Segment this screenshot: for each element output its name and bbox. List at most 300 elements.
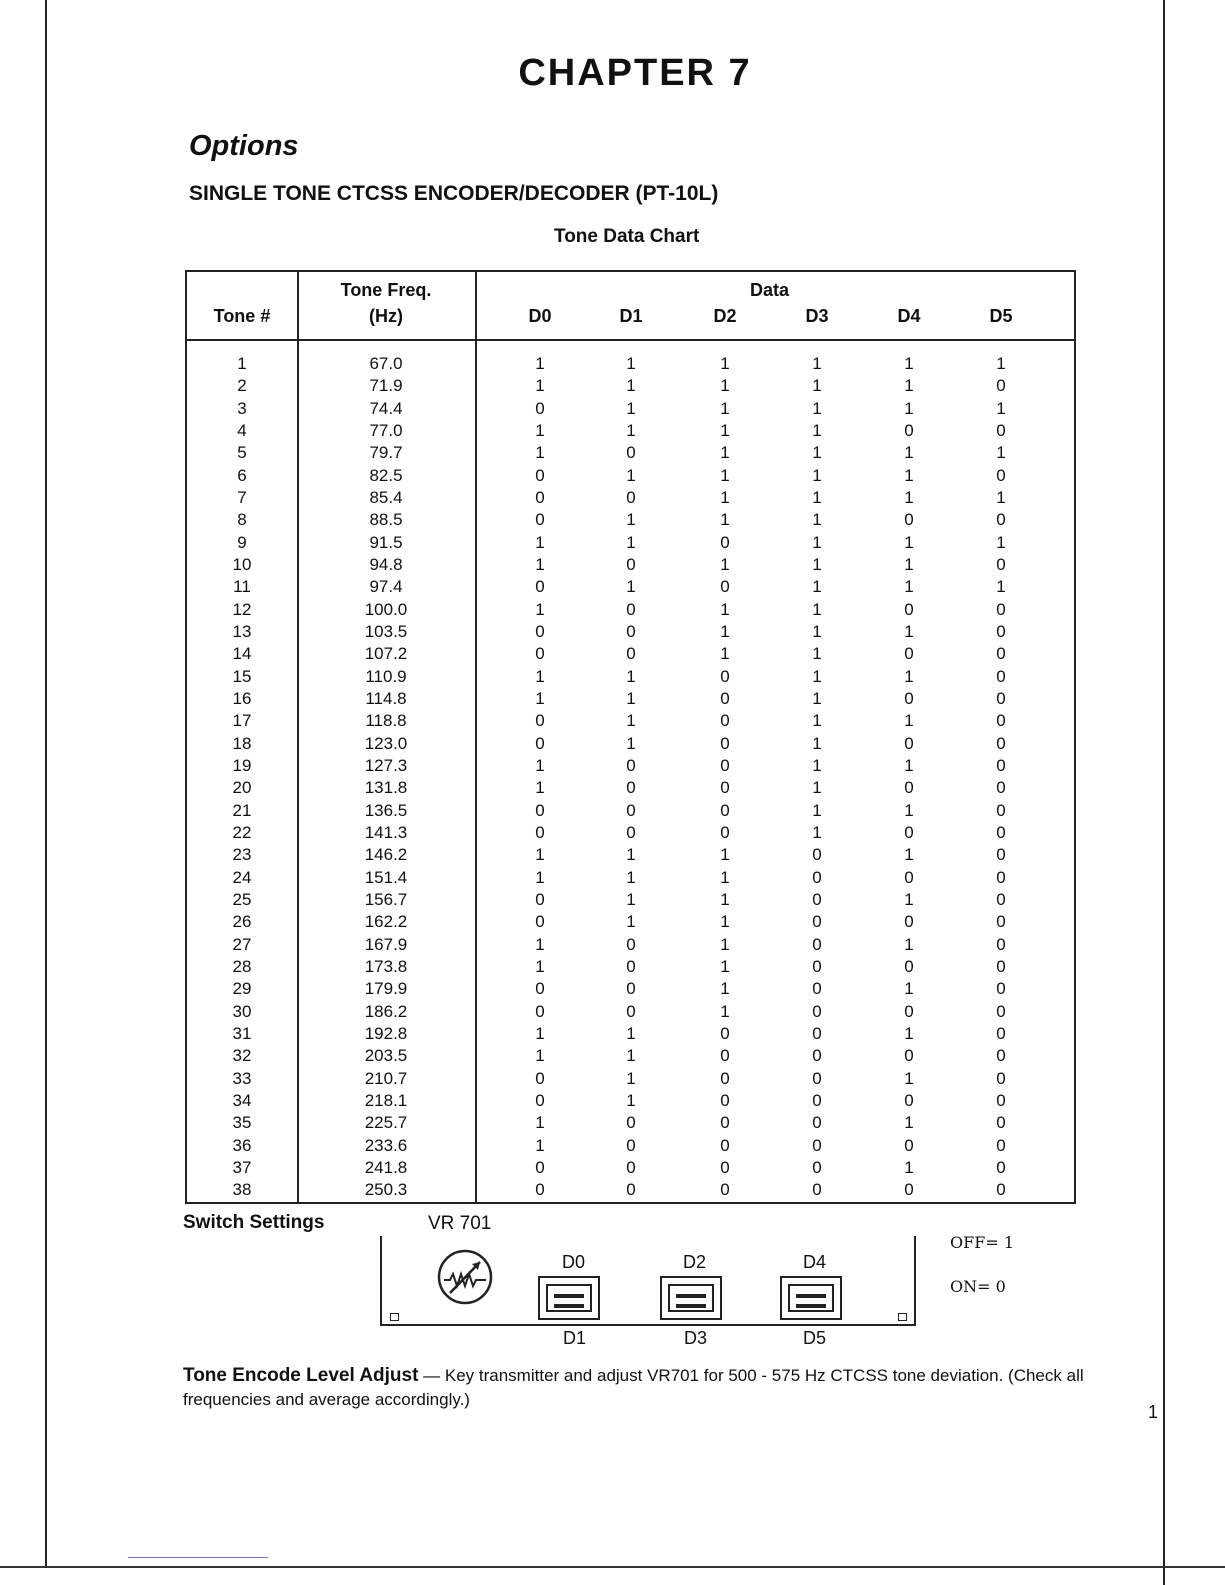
data-bit-cell: 0 [626,956,636,976]
data-bit-cell: 0 [812,1090,822,1110]
tone-number-cell: 29 [232,979,252,999]
data-bit-cell: 1 [812,644,822,664]
data-bit-cell: 0 [996,755,1006,775]
data-bit-cell: 0 [626,644,636,664]
data-bit-cell: 0 [535,912,545,932]
tone-number-cell: 14 [232,644,252,664]
tone-number-cell: 31 [232,1023,252,1043]
data-bit-cell: 1 [812,778,822,798]
tone-frequency-cell: 94.8 [369,554,403,574]
data-bit-cell: 0 [626,822,636,842]
data-bit-cell: 1 [720,376,730,396]
tone-number-cell: 38 [232,1180,252,1200]
data-bit-cell: 0 [996,822,1006,842]
data-bit-cell: 0 [904,778,914,798]
data-bit-cell: 1 [626,354,636,373]
data-bit-cell: 0 [720,1023,730,1043]
data-bit-cell: 0 [996,1001,1006,1021]
data-bit-cell: 1 [626,867,636,887]
data-bit-cell: 0 [626,487,636,507]
tone-frequency-cell: 173.8 [364,956,408,976]
data-bit-cell: 0 [720,1157,730,1177]
tone-number-cell: 17 [232,711,252,731]
tone-frequency-cell: 114.8 [365,688,407,708]
data-bit-cell: 0 [720,666,730,686]
data-bit-cell: 1 [812,510,822,530]
data-bit-cell: 0 [812,1180,822,1200]
header-data: Data [749,280,789,300]
data-bit-cell: 1 [626,510,636,530]
tone-number-cell: 7 [237,487,247,507]
tone-number-cell: 35 [232,1113,252,1133]
tone-frequency-cell: 151.4 [364,867,408,887]
data-bit-cell: 1 [626,1090,636,1110]
data-bit-cell: 1 [535,845,545,865]
data-bit-cell: 0 [535,733,545,753]
corner-mark [390,1313,399,1321]
tone-number-cell: 3 [237,398,247,418]
data-bit-cell: 0 [535,1068,545,1088]
tone-frequency-cell: 241.8 [364,1157,408,1177]
tone-frequency-cell: 203.5 [364,1046,408,1066]
data-bit-cell: 0 [904,822,914,842]
data-bit-cell: 1 [904,621,914,641]
tone-number-cell: 34 [232,1090,252,1110]
data-bit-cell: 1 [535,867,545,887]
data-bit-cell: 1 [535,354,545,373]
data-bit-cell: 0 [535,889,545,909]
data-bit-cell: 0 [996,1068,1006,1088]
data-bit-cell: 0 [535,621,545,641]
data-bit-cell: 0 [996,644,1006,664]
data-bit-cell: 1 [812,621,822,641]
tone-frequency-cell: 85.4 [369,487,403,507]
data-bit-cell: 0 [904,956,914,976]
data-bit-cell: 1 [812,599,822,619]
data-bit-cell: 0 [996,599,1006,619]
data-bit-cell: 0 [626,599,636,619]
dip-switch-d2-d3[interactable] [660,1276,722,1320]
header-freq: Tone Freq. [340,280,432,300]
tone-number-cell: 19 [232,755,252,775]
data-bit-cell: 0 [720,733,730,753]
data-bit-cell: 1 [812,398,822,418]
data-bit-cell: 1 [996,487,1006,507]
data-bit-cell: 1 [904,443,914,463]
underline-mark [128,1557,268,1558]
data-bit-cell: 1 [720,465,730,485]
data-bit-cell: 0 [904,510,914,530]
data-bit-cell: 0 [996,465,1006,485]
tone-number-cell: 11 [233,577,251,597]
data-bit-cell: 0 [626,755,636,775]
data-bit-cell: 1 [626,1046,636,1066]
data-bit-cell: 1 [996,354,1006,373]
data-bit-cell: 1 [996,398,1006,418]
data-bit-cell: 1 [812,711,822,731]
data-bit-cell: 0 [720,755,730,775]
switch-label-d4: D4 [803,1252,827,1272]
data-bit-cell: 1 [535,376,545,396]
tone-number-cell: 30 [232,1001,252,1021]
data-bit-cell: 0 [996,1090,1006,1110]
data-bit-cell: 1 [626,1023,636,1043]
data-bit-cell: 0 [904,1046,914,1066]
data-bit-cell: 1 [626,532,636,552]
data-bit-cell: 0 [996,1180,1006,1200]
data-bit-cell: 0 [996,778,1006,798]
data-bit-cell: 1 [626,711,636,731]
column-divider [297,272,299,1202]
data-bit-cell: 1 [626,420,636,440]
data-bit-cell: 0 [812,1023,822,1043]
data-bit-cell: 1 [904,398,914,418]
data-bit-cell: 1 [535,554,545,574]
tone-number-cell: 13 [232,621,252,641]
tone-number-cell: 22 [232,822,252,842]
data-bit-cell: 0 [720,778,730,798]
data-bit-cell: 1 [720,510,730,530]
data-bit-cell: 0 [535,1001,545,1021]
data-bit-cell: 0 [812,934,822,954]
data-bit-cell: 0 [904,733,914,753]
data-bit-cell: 1 [626,398,636,418]
data-bit-cell: 0 [626,1001,636,1021]
data-bit-cell: 0 [535,577,545,597]
data-bit-cell: 0 [535,398,545,418]
tone-number-cell: 21 [232,800,252,820]
switch-label-d3: D3 [684,1328,708,1348]
tone-frequency-cell: 97.4 [369,577,403,597]
data-bit-cell: 0 [626,800,636,820]
tone-number-cell: 8 [237,510,247,530]
potentiometer-icon [430,1249,500,1305]
data-bit-cell: 0 [720,1068,730,1088]
data-bit-cell: 0 [996,510,1006,530]
data-bit-cell: 0 [626,554,636,574]
tone-frequency-cell: 179.9 [364,979,408,999]
data-bit-cell: 1 [812,822,822,842]
tone-frequency-cell: 123.0 [364,733,408,753]
tone-number-cell: 32 [232,1046,252,1066]
data-bit-cell: 0 [535,711,545,731]
data-bit-cell: 1 [904,554,914,574]
header-tone: Tone # [213,306,271,326]
data-bit-cell: 1 [996,532,1006,552]
data-bit-cell: 1 [720,979,730,999]
data-bit-cell: 0 [720,1090,730,1110]
data-bit-cell: 0 [904,644,914,664]
data-bit-cell: 1 [720,599,730,619]
tone-number-cell: 5 [237,443,247,463]
tone-frequency-cell: 218.1 [364,1090,408,1110]
tone-frequency-cell: 156.7 [364,889,408,909]
data-bit-cell: 1 [535,1135,545,1155]
data-bit-cell: 0 [812,956,822,976]
data-bit-cell: 1 [535,420,545,440]
data-bit-cell: 1 [720,934,730,954]
data-bit-cell: 1 [904,577,914,597]
data-bit-cell: 0 [904,867,914,887]
data-bit-cell: 1 [720,1001,730,1021]
tone-number-cell: 10 [232,554,252,574]
data-bit-cell: 0 [996,1135,1006,1155]
data-bit-cell: 0 [535,510,545,530]
data-bit-cell: 0 [812,979,822,999]
tone-frequency-cell: 91.5 [369,532,403,552]
tone-frequency-cell: 107.2 [364,644,408,664]
data-bit-cell: 1 [535,599,545,619]
data-bit-cell: 0 [996,1046,1006,1066]
tone-number-cell: 24 [232,867,252,887]
data-bit-cell: 1 [720,554,730,574]
tone-number-cell: 9 [237,532,247,552]
data-bit-cell: 1 [904,1113,914,1133]
data-bit-cell: 0 [535,1157,545,1177]
data-bit-cell: 1 [535,443,545,463]
data-bit-cell: 0 [996,934,1006,954]
data-bit-cell: 1 [535,688,545,708]
header-bit-d0: D0 [528,306,552,326]
data-bit-cell: 1 [812,532,822,552]
tone-number-cell: 28 [232,956,252,976]
data-bit-cell: 0 [812,1157,822,1177]
paragraph-text: — Key transmitter and adjust VR701 for 500 - 575 Hz CTCSS tone deviation. (Check all frequencies and average accordingly.) [183,1366,1084,1409]
data-bit-cell: 0 [996,867,1006,887]
tone-number-cell: 26 [232,912,252,932]
data-bit-cell: 0 [626,1135,636,1155]
tone-frequency-cell: 71.9 [369,376,403,396]
section-heading: Options [189,130,299,162]
data-bit-cell: 0 [812,1135,822,1155]
data-bit-cell: 0 [904,1001,914,1021]
data-bit-cell: 0 [720,822,730,842]
data-bit-cell: 0 [996,1023,1006,1043]
data-bit-cell: 0 [535,644,545,664]
data-bit-cell: 1 [812,554,822,574]
data-bit-cell: 1 [535,934,545,954]
data-bit-cell: 0 [812,845,822,865]
tone-number-cell: 20 [232,778,252,798]
data-bit-cell: 0 [996,376,1006,396]
data-bit-cell: 1 [720,487,730,507]
tone-number-cell: 27 [232,934,252,954]
data-bit-cell: 1 [720,956,730,976]
data-bit-cell: 0 [626,1157,636,1177]
data-bit-cell: 1 [535,956,545,976]
tone-frequency-cell: 162.2 [364,912,408,932]
data-bit-cell: 1 [720,420,730,440]
data-bit-cell: 0 [535,465,545,485]
data-bit-cell: 1 [626,465,636,485]
data-bit-cell: 0 [812,1001,822,1021]
data-bit-cell: 1 [904,487,914,507]
chart-title: Tone Data Chart [554,226,700,247]
tone-frequency-cell: 225.7 [364,1113,408,1133]
data-bit-cell: 1 [904,889,914,909]
tone-frequency-cell: 110.9 [365,666,407,686]
tone-number-cell: 23 [232,845,252,865]
tone-number-cell: 33 [232,1068,252,1088]
data-bit-cell: 1 [720,889,730,909]
data-bit-cell: 1 [812,666,822,686]
data-bit-cell: 1 [535,778,545,798]
data-bit-cell: 1 [626,577,636,597]
data-bit-cell: 0 [904,599,914,619]
header-bit-d1: D1 [619,306,643,326]
tone-frequency-cell: 210.7 [364,1068,408,1088]
data-bit-cell: 1 [720,621,730,641]
data-bit-cell: 0 [720,800,730,820]
data-bit-cell: 0 [996,554,1006,574]
data-bit-cell: 0 [996,688,1006,708]
corner-mark [898,1313,907,1321]
data-bit-cell: 1 [720,354,730,373]
tone-number-cell: 37 [232,1157,252,1177]
on-legend: ON= 0 [950,1277,1006,1296]
dip-switch-d0-d1[interactable] [538,1276,600,1320]
tone-frequency-cell: 233.6 [364,1135,408,1155]
paragraph-lead: Tone Encode Level Adjust [183,1365,419,1386]
right-margin-line [1163,0,1165,1585]
data-bit-cell: 0 [720,1046,730,1066]
data-bit-cell: 1 [904,979,914,999]
data-bit-cell: 1 [812,487,822,507]
data-bit-cell: 0 [812,889,822,909]
data-bit-cell: 1 [720,867,730,887]
tone-frequency-cell: 82.5 [369,465,403,485]
data-bit-cell: 0 [996,420,1006,440]
tone-frequency-cell: 67.0 [369,354,403,373]
data-bit-cell: 1 [996,443,1006,463]
tone-number-cell: 12 [232,599,252,619]
tone-frequency-cell: 141.3 [364,822,408,842]
switch-label-d2: D2 [683,1252,707,1272]
header-bit-d3: D3 [805,306,829,326]
data-bit-cell: 0 [812,1113,822,1133]
data-bit-cell: 0 [904,1180,914,1200]
data-bit-cell: 1 [904,845,914,865]
tone-number-cell: 2 [237,376,247,396]
data-bit-cell: 0 [996,845,1006,865]
data-bit-cell: 1 [904,354,914,373]
tone-frequency-cell: 146.2 [364,845,408,865]
data-bit-cell: 0 [535,487,545,507]
data-bit-cell: 0 [812,912,822,932]
data-bit-cell: 1 [996,577,1006,597]
tone-frequency-cell: 100.0 [364,599,408,619]
switch-settings-title: Switch Settings [183,1212,325,1233]
tone-frequency-cell: 103.5 [364,621,408,641]
data-bit-cell: 1 [626,688,636,708]
data-bit-cell: 1 [812,465,822,485]
data-bit-cell: 1 [812,376,822,396]
data-bit-cell: 0 [812,1068,822,1088]
data-bit-cell: 1 [904,711,914,731]
data-bit-cell: 0 [996,956,1006,976]
data-bit-cell: 0 [996,666,1006,686]
data-bit-cell: 0 [535,979,545,999]
data-bit-cell: 0 [720,711,730,731]
data-bit-cell: 1 [812,443,822,463]
data-bit-cell: 0 [904,1090,914,1110]
tone-frequency-cell: 192.8 [364,1023,408,1043]
data-bit-cell: 0 [996,1113,1006,1133]
data-bit-cell: 0 [996,1157,1006,1177]
data-bit-cell: 0 [904,1135,914,1155]
data-bit-cell: 0 [535,800,545,820]
tone-frequency-cell: 136.5 [364,800,408,820]
data-bit-cell: 1 [812,755,822,775]
dip-switch-d4-d5[interactable] [780,1276,842,1320]
data-bit-cell: 1 [904,1068,914,1088]
data-bit-cell: 1 [904,1157,914,1177]
data-bit-cell: 0 [720,1135,730,1155]
data-bit-cell: 1 [720,443,730,463]
data-bit-cell: 1 [535,755,545,775]
data-bit-cell: 0 [904,912,914,932]
data-bit-cell: 0 [996,621,1006,641]
data-bit-cell: 0 [535,1090,545,1110]
data-bit-cell: 1 [904,1023,914,1043]
tone-number-cell: 25 [232,889,252,909]
tone-data-table [185,270,1076,1204]
data-bit-cell: 1 [904,376,914,396]
header-bit-d2: D2 [713,306,737,326]
column-divider [475,272,477,1202]
data-bit-cell: 0 [720,1180,730,1200]
tone-number-cell: 4 [237,420,247,440]
data-bit-cell: 1 [626,376,636,396]
vr701-label: VR 701 [428,1213,492,1234]
tone-frequency-cell: 127.3 [364,755,408,775]
adjust-paragraph [183,1364,1103,1412]
switch-label-d5: D5 [803,1328,827,1348]
data-bit-cell: 1 [812,688,822,708]
tone-frequency-cell: 167.9 [364,934,408,954]
data-bit-cell: 1 [812,420,822,440]
data-bit-cell: 0 [720,532,730,552]
data-bit-cell: 1 [904,666,914,686]
data-bit-cell: 0 [904,420,914,440]
data-bit-cell: 0 [996,800,1006,820]
switch-label-d0: D0 [562,1252,586,1272]
tone-number-cell: 36 [232,1135,252,1155]
data-bit-cell: 0 [626,778,636,798]
data-bit-cell: 0 [996,889,1006,909]
data-bit-cell: 0 [626,979,636,999]
data-bit-cell: 0 [812,1046,822,1066]
tone-number-cell: 18 [232,733,252,753]
data-bit-cell: 0 [720,688,730,708]
data-bit-cell: 0 [626,934,636,954]
left-margin-line [45,0,47,1568]
page-number: 1 [1148,1402,1159,1422]
switch-label-d1: D1 [563,1328,587,1348]
header-freq-unit: (Hz) [369,306,403,326]
tone-frequency-cell: 77.0 [369,420,403,440]
tone-frequency-cell: 250.3 [364,1180,408,1200]
data-bit-cell: 0 [812,867,822,887]
data-bit-cell: 1 [626,845,636,865]
data-bit-cell: 0 [904,688,914,708]
data-bit-cell: 1 [626,1068,636,1088]
data-bit-cell: 1 [626,666,636,686]
header-bit-d4: D4 [897,306,921,326]
bottom-edge-line [0,1566,1225,1568]
chapter-title: CHAPTER 7 [518,52,752,94]
header-bit-d5: D5 [989,306,1013,326]
